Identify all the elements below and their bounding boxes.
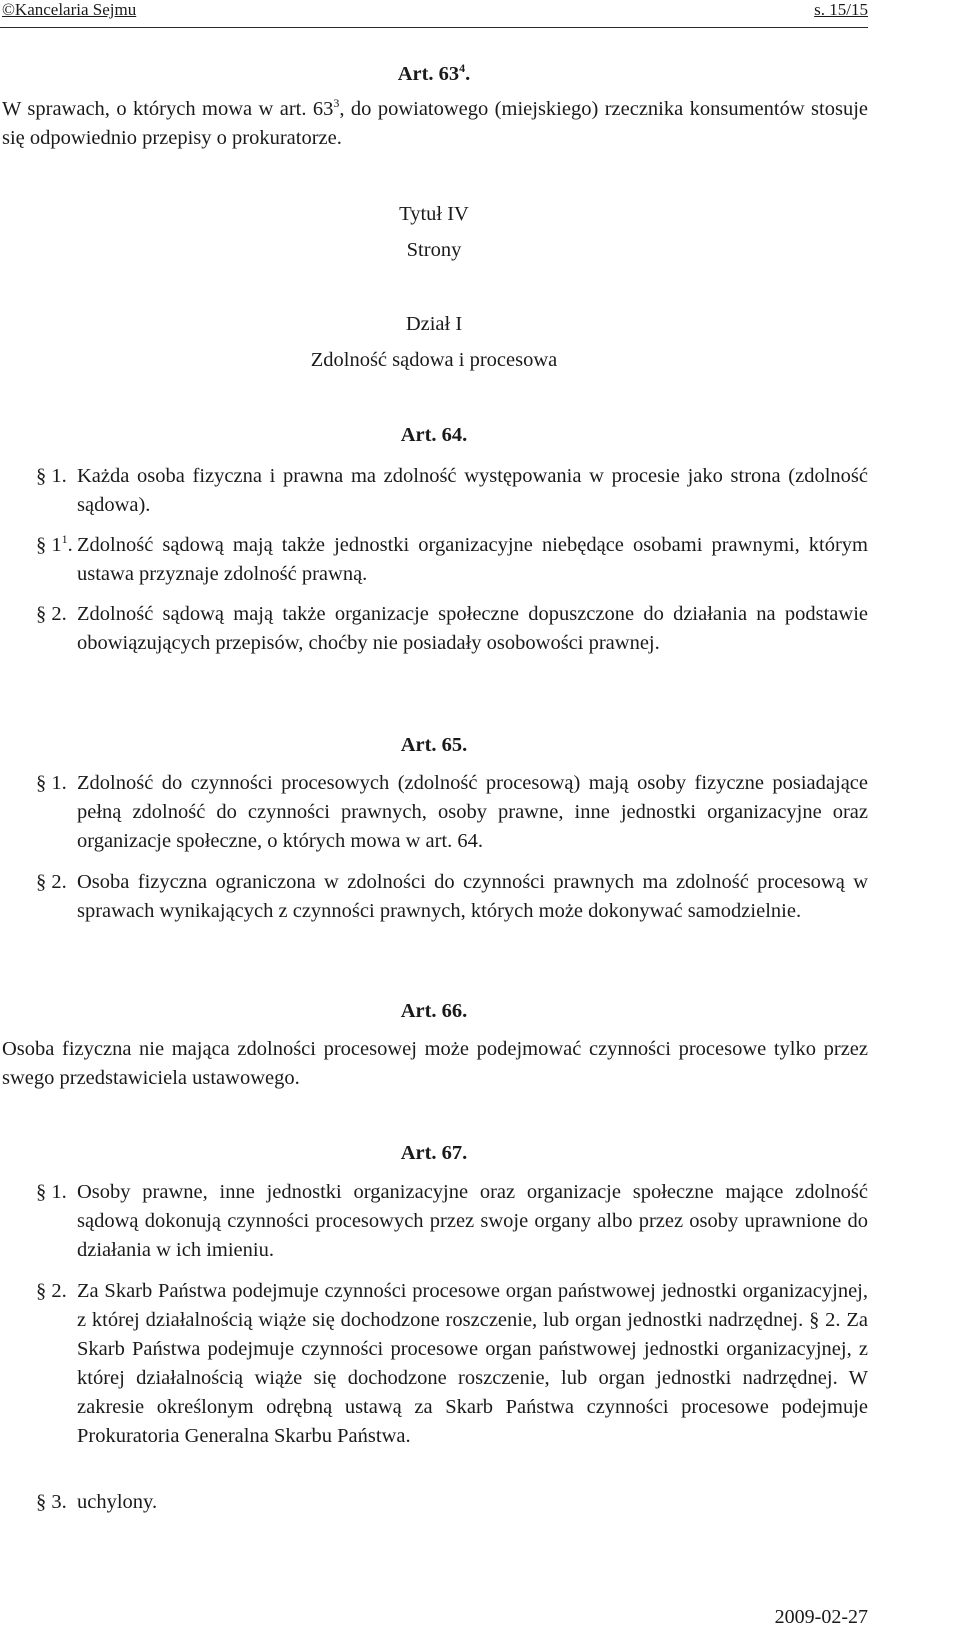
art-67-p2-text: Za Skarb Państwa podejmuje czynności procesowe organ państwowej jednostki organizacyjnej, z której działalnością wiąże się dochodzone roszczenie, lub organ jednostki nadrzędnej. § 2. Za Skarb Państwa podejmuje czynności procesowe organ państwowej jednostki organizacyjnej, z której działalnością wiąże się dochodzone roszczenie, lub organ jednostki nadrzędnej. W zakresie określonym odrębną ustawą za Skarb Państwa czynności procesowe podejmuje Prokuratoria Generalna Skarbu Państwa. xyxy=(77,1280,868,1447)
art-63-4-text: W sprawach, o których mowa w art. $63^3$, do powiatowego (miejskiego) rzecznika konsumentów stosuje się odpowiednio przepisy o prokuratorze. xyxy=(2,96,869,149)
title-tytul: Tytuł IV xyxy=(399,203,469,225)
art-64-p11-number: § $1^1$. xyxy=(36,532,73,556)
page-number-link[interactable]: s. 15/15 xyxy=(814,0,868,19)
art-65-p1-number: § 1. xyxy=(36,772,67,794)
art-64-p1-number: § 1. xyxy=(36,465,67,487)
art-64-p2-number: § 2. xyxy=(36,603,67,625)
copyright-link[interactable]: ©Kancelaria Sejmu xyxy=(2,0,137,19)
art-63-4-heading: Art. $63^4$. xyxy=(397,61,471,85)
art-66-heading: Art. 66. xyxy=(400,1000,468,1022)
page-header xyxy=(0,0,868,28)
art-67-p3-number: § 3. xyxy=(36,1491,67,1513)
title-dzial: Dział I xyxy=(405,313,463,335)
art-67-heading: Art. 67. xyxy=(400,1142,468,1164)
title-zdolnosc: Zdolność sądowa i procesowa xyxy=(310,349,558,371)
art-65-p2-text: Osoba fizyczna ograniczona w zdolności do czynności prawnych ma zdolność procesową w sprawach wynikających z czynności prawnych, których może dokonywać samodzielnie. xyxy=(77,871,868,922)
art-67-p1-number: § 1. xyxy=(36,1181,67,1203)
art-65-heading: Art. 65. xyxy=(400,734,468,756)
art-65-p2-number: § 2. xyxy=(36,871,67,893)
art-67-p3-text: uchylony. xyxy=(77,1491,158,1513)
art-65-p1-text: Zdolność do czynności procesowych (zdolność procesową) mają osoby fizyczne posiadające pełną zdolność do czynności prawnych, osoby prawne, inne jednostki organizacyjne oraz organizacje społeczne, o których mowa w art. 64. xyxy=(77,772,868,852)
art-67-p1-text: Osoby prawne, inne jednostki organizacyjne oraz organizacje społeczne mające zdolność sądową dokonują czynności procesowych przez swoje organy albo przez osoby uprawnione do działania w ich imieniu. xyxy=(77,1181,868,1261)
art-64-p11-text: Zdolność sądową mają także jednostki organizacyjne niebędące osobami prawnymi, którym ustawa przyznaje zdolność prawną. xyxy=(77,534,868,585)
art-64-p2-text: Zdolność sądową mają także organizacje społeczne dopuszczone do działania na podstawie obowiązujących przepisów, choćby nie posiadały osobowości prawnej. xyxy=(77,603,868,654)
art-64-p1-text: Każda osoba fizyczna i prawna ma zdolność występowania w procesie jako strona (zdolność sądowa). xyxy=(77,465,868,516)
document-date: 2009-02-27 xyxy=(774,1606,868,1628)
title-strony: Strony xyxy=(406,239,462,261)
art-66-text: Osoba fizyczna nie mająca zdolności procesowej może podejmować czynności procesowe tylko przez swego przedstawiciela ustawowego. xyxy=(2,1038,868,1089)
art-67-p2-number: § 2. xyxy=(36,1280,67,1302)
art-64-heading: Art. 64. xyxy=(400,424,468,446)
